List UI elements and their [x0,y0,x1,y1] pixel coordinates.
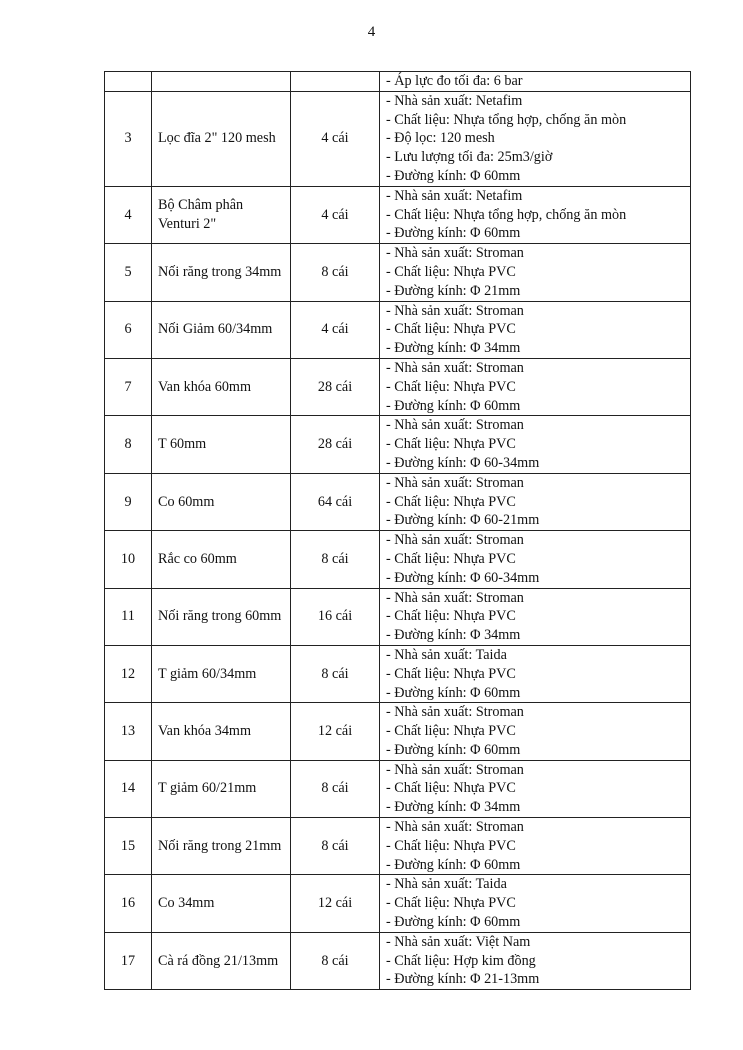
quantity-cell: 28 cái [291,358,380,415]
spec-line: - Nhà sản xuất: Taida [386,876,507,893]
spec-line: - Áp lực đo tối đa: 6 bar [386,73,523,89]
spec-line: - Độ lọc: 120 mesh [386,130,495,147]
spec-line: - Nhà sản xuất: Netafim [386,92,523,109]
spec-table-body [105,72,691,990]
stt-cell: 3 [105,91,152,186]
item-name-cell: Co 60mm [152,473,291,530]
quantity-cell: 16 cái [291,588,380,645]
stt-cell: 13 [105,703,152,760]
spec-line: - Đường kính: Φ 34mm [386,340,521,357]
quantity-cell: 64 cái [291,473,380,530]
item-name-cell: Nối răng trong 21mm [152,818,291,875]
spec-line: - Chất liệu: Nhựa PVC [386,895,516,912]
table-row [105,473,691,530]
table-row [105,588,691,645]
spec-line: - Đường kính: Φ 60-34mm [386,569,540,586]
quantity-cell: 8 cái [291,244,380,301]
table-row [105,818,691,875]
spec-line: - Đường kính: Φ 34mm [386,799,521,816]
spec-line: - Đường kính: Φ 60-21mm [386,512,540,529]
table-row [105,358,691,415]
stt-cell: 11 [105,588,152,645]
spec-line: - Chất liệu: Nhựa PVC [386,837,516,854]
spec-line: - Chất liệu: Nhựa PVC [386,493,516,510]
item-name-cell: Cà rá đồng 21/13mm [152,932,291,989]
spec-line: - Đường kính: Φ 60-34mm [386,454,540,471]
spec-cell [380,244,691,301]
table-row [105,186,691,243]
spec-line: - Nhà sản xuất: Stroman [386,474,524,491]
spec-line: - Đường kính: Φ 60mm [386,914,521,931]
quantity-cell: 8 cái [291,760,380,817]
spec-line: - Nhà sản xuất: Stroman [386,417,524,434]
stt-cell: 17 [105,932,152,989]
quantity-cell: 8 cái [291,818,380,875]
stt-cell: 12 [105,645,152,702]
stt-cell: 15 [105,818,152,875]
spec-line: - Chất liệu: Nhựa PVC [386,263,516,280]
table-row [105,703,691,760]
spec-cell [380,645,691,702]
item-name-cell: Rắc co 60mm [152,531,291,588]
spec-line: - Chất liệu: Nhựa PVC [386,550,516,567]
table-row [105,932,691,989]
stt-cell: 16 [105,875,152,932]
spec-line: - Nhà sản xuất: Stroman [386,589,524,606]
quantity-cell: 4 cái [291,301,380,358]
spec-line: - Chất liệu: Nhựa tổng hợp, chống ăn mòn [386,206,627,223]
table-row [105,760,691,817]
table-row [105,645,691,702]
spec-cell [380,875,691,932]
spec-cell [380,531,691,588]
spec-cell [380,473,691,530]
spec-cell [380,358,691,415]
spec-line: - Nhà sản xuất: Netafim [386,187,523,204]
spec-line: - Chất liệu: Nhựa tổng hợp, chống ăn mòn [386,111,627,128]
spec-line: - Chất liệu: Nhựa PVC [386,723,516,740]
item-name-cell [152,72,291,92]
item-name-cell: T 60mm [152,416,291,473]
spec-line: - Đường kính: Φ 60mm [386,684,521,701]
spec-cell [380,703,691,760]
table-row [105,416,691,473]
stt-cell: 4 [105,186,152,243]
spec-line: - Đường kính: Φ 60mm [386,167,521,184]
spec-line: - Chất liệu: Nhựa PVC [386,780,516,797]
spec-line: - Nhà sản xuất: Việt Nam [386,933,531,950]
table-row [105,91,691,186]
spec-line: - Chất liệu: Nhựa PVC [386,378,516,395]
spec-line: - Đường kính: Φ 34mm [386,627,521,644]
item-name-cell: T giảm 60/21mm [152,760,291,817]
quantity-cell: 8 cái [291,645,380,702]
table-row [105,72,691,92]
spec-line: - Đường kính: Φ 21-13mm [386,971,540,988]
quantity-cell: 28 cái [291,416,380,473]
spec-cell [380,760,691,817]
table-row [105,301,691,358]
spec-line: - Nhà sản xuất: Stroman [386,704,524,721]
item-name-cell: Nối Giảm 60/34mm [152,301,291,358]
spec-line: - Nhà sản xuất: Stroman [386,359,524,376]
item-name-cell: Lọc đĩa 2" 120 mesh [152,91,291,186]
stt-cell: 5 [105,244,152,301]
quantity-cell: 8 cái [291,531,380,588]
spec-line: - Nhà sản xuất: Stroman [386,532,524,549]
stt-cell: 14 [105,760,152,817]
item-name-cell: T giảm 60/34mm [152,645,291,702]
quantity-cell: 4 cái [291,186,380,243]
table-row [105,244,691,301]
item-name-cell: Van khóa 60mm [152,358,291,415]
quantity-cell [291,72,380,92]
spec-cell [380,186,691,243]
item-name-cell: Nối răng trong 34mm [152,244,291,301]
quantity-cell: 8 cái [291,932,380,989]
spec-cell [380,416,691,473]
equipment-spec-table [104,71,691,990]
spec-line: - Đường kính: Φ 60mm [386,225,521,242]
quantity-cell: 12 cái [291,875,380,932]
stt-cell: 9 [105,473,152,530]
stt-cell: 7 [105,358,152,415]
spec-line: - Chất liệu: Nhựa PVC [386,321,516,338]
item-name-cell: Van khóa 34mm [152,703,291,760]
quantity-cell: 12 cái [291,703,380,760]
spec-line: - Chất liệu: Nhựa PVC [386,436,516,453]
spec-line: - Nhà sản xuất: Stroman [386,245,524,262]
stt-cell: 8 [105,416,152,473]
item-name-cell: Bộ Châm phân Venturi 2" [152,186,291,243]
spec-line: - Đường kính: Φ 60mm [386,856,521,873]
spec-line: - Đường kính: Φ 21mm [386,282,521,299]
spec-line: - Đường kính: Φ 60mm [386,741,521,758]
item-name-cell: Nối răng trong 60mm [152,588,291,645]
spec-line: - Đường kính: Φ 60mm [386,397,521,414]
table-row [105,531,691,588]
spec-line: - Chất liệu: Nhựa PVC [386,608,516,625]
spec-line: - Nhà sản xuất: Taida [386,646,507,663]
spec-line: - Nhà sản xuất: Stroman [386,819,524,836]
spec-line: - Chất liệu: Hợp kim đồng [386,952,536,969]
spec-cell [380,301,691,358]
spec-line: - Nhà sản xuất: Stroman [386,302,524,319]
spec-line: - Nhà sản xuất: Stroman [386,761,524,778]
page-number: 4 [367,24,376,40]
spec-cell [380,72,691,92]
spec-line: - Chất liệu: Nhựa PVC [386,665,516,682]
quantity-cell: 4 cái [291,91,380,186]
stt-cell: 6 [105,301,152,358]
stt-cell [105,72,152,92]
spec-line: - Lưu lượng tối đa: 25m3/giờ [386,149,553,166]
spec-cell [380,91,691,186]
spec-cell [380,932,691,989]
stt-cell: 10 [105,531,152,588]
spec-cell [380,818,691,875]
table-row [105,875,691,932]
spec-cell [380,588,691,645]
item-name-cell: Co 34mm [152,875,291,932]
